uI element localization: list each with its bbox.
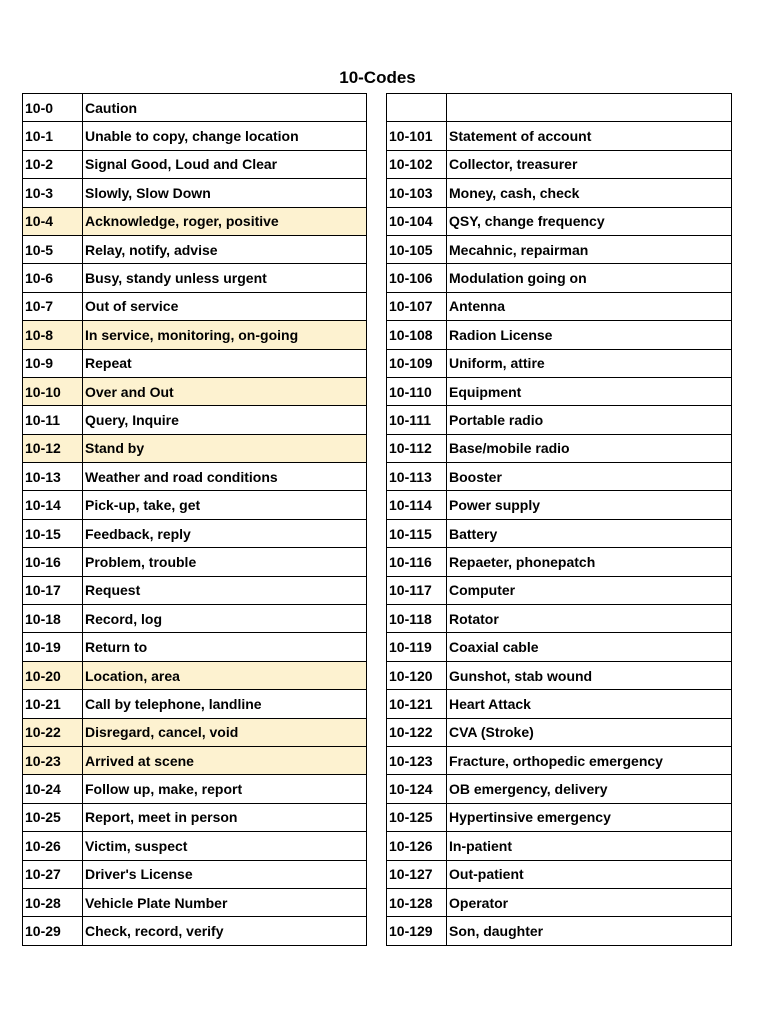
meaning-cell: Relay, notify, advise: [83, 235, 367, 263]
meaning-cell: Statement of account: [447, 122, 732, 150]
table-row: [387, 605, 732, 633]
code-cell: 10-101: [387, 122, 447, 150]
table-row: [23, 519, 367, 547]
meaning-cell: Son, daughter: [447, 917, 732, 945]
code-cell: 10-16: [23, 548, 83, 576]
code-cell: 10-20: [23, 661, 83, 689]
meaning-cell: Caution: [83, 94, 367, 122]
meaning-cell: Radion License: [447, 321, 732, 349]
table-row: [387, 661, 732, 689]
table-row: [387, 548, 732, 576]
code-cell: 10-1: [23, 122, 83, 150]
meaning-cell: Uniform, attire: [447, 349, 732, 377]
code-cell: 10-108: [387, 321, 447, 349]
table-row: [387, 235, 732, 263]
table-row: [23, 661, 367, 689]
table-row: [387, 434, 732, 462]
code-cell: 10-0: [23, 94, 83, 122]
meaning-cell: [447, 94, 732, 122]
table-row: [23, 349, 367, 377]
table-row: [387, 491, 732, 519]
meaning-cell: Mecahnic, repairman: [447, 235, 732, 263]
table-row: [23, 434, 367, 462]
meaning-cell: Busy, standy unless urgent: [83, 264, 367, 292]
code-cell: 10-121: [387, 690, 447, 718]
table-row: [387, 633, 732, 661]
meaning-cell: Rotator: [447, 605, 732, 633]
table-row: [23, 803, 367, 831]
table-row: [387, 519, 732, 547]
meaning-cell: Money, cash, check: [447, 179, 732, 207]
meaning-cell: Return to: [83, 633, 367, 661]
code-cell: 10-124: [387, 775, 447, 803]
table-row: [387, 264, 732, 292]
code-cell: 10-119: [387, 633, 447, 661]
meaning-cell: In-patient: [447, 832, 732, 860]
table-row: [23, 746, 367, 774]
table-row: [23, 491, 367, 519]
meaning-cell: Gunshot, stab wound: [447, 661, 732, 689]
code-cell: [387, 94, 447, 122]
code-cell: 10-107: [387, 292, 447, 320]
meaning-cell: Pick-up, take, get: [83, 491, 367, 519]
meaning-cell: Base/mobile radio: [447, 434, 732, 462]
code-cell: 10-18: [23, 605, 83, 633]
code-cell: 10-22: [23, 718, 83, 746]
code-cell: 10-21: [23, 690, 83, 718]
table-row: [23, 832, 367, 860]
code-cell: 10-27: [23, 860, 83, 888]
meaning-cell: Signal Good, Loud and Clear: [83, 150, 367, 178]
meaning-cell: Slowly, Slow Down: [83, 179, 367, 207]
code-cell: 10-123: [387, 746, 447, 774]
code-cell: 10-105: [387, 235, 447, 263]
table-row: [387, 377, 732, 405]
table-row: [387, 207, 732, 235]
code-cell: 10-103: [387, 179, 447, 207]
table-row: [387, 321, 732, 349]
table-row: [23, 406, 367, 434]
meaning-cell: Request: [83, 576, 367, 604]
meaning-cell: Query, Inquire: [83, 406, 367, 434]
table-row: [23, 690, 367, 718]
table-row: [23, 860, 367, 888]
table-row: [23, 377, 367, 405]
meaning-cell: Repaeter, phonepatch: [447, 548, 732, 576]
table-row: [387, 803, 732, 831]
meaning-cell: Feedback, reply: [83, 519, 367, 547]
table-row: [387, 463, 732, 491]
table-row: [387, 349, 732, 377]
code-cell: 10-26: [23, 832, 83, 860]
meaning-cell: Weather and road conditions: [83, 463, 367, 491]
table-row: [387, 917, 732, 945]
code-cell: 10-117: [387, 576, 447, 604]
table-row: [23, 122, 367, 150]
table-row: [387, 576, 732, 604]
code-cell: 10-118: [387, 605, 447, 633]
code-cell: 10-128: [387, 888, 447, 916]
meaning-cell: Collector, treasurer: [447, 150, 732, 178]
table-row: [387, 122, 732, 150]
meaning-cell: Record, log: [83, 605, 367, 633]
code-cell: 10-127: [387, 860, 447, 888]
code-cell: 10-3: [23, 179, 83, 207]
code-cell: 10-23: [23, 746, 83, 774]
code-cell: 10-109: [387, 349, 447, 377]
meaning-cell: Power supply: [447, 491, 732, 519]
table-row: [23, 179, 367, 207]
table-row: [387, 832, 732, 860]
meaning-cell: Hypertinsive emergency: [447, 803, 732, 831]
table-row: [387, 746, 732, 774]
table-row: [387, 888, 732, 916]
meaning-cell: Unable to copy, change location: [83, 122, 367, 150]
table-row: [23, 150, 367, 178]
meaning-cell: Modulation going on: [447, 264, 732, 292]
code-cell: 10-2: [23, 150, 83, 178]
table-row: [387, 94, 732, 122]
code-cell: 10-14: [23, 491, 83, 519]
code-cell: 10-12: [23, 434, 83, 462]
code-cell: 10-6: [23, 264, 83, 292]
table-row: [23, 633, 367, 661]
meaning-cell: QSY, change frequency: [447, 207, 732, 235]
table-row: [23, 605, 367, 633]
meaning-cell: In service, monitoring, on-going: [83, 321, 367, 349]
table-row: [23, 321, 367, 349]
meaning-cell: Over and Out: [83, 377, 367, 405]
table-row: [387, 406, 732, 434]
table-row: [387, 860, 732, 888]
table-row: [387, 718, 732, 746]
code-cell: 10-19: [23, 633, 83, 661]
code-cell: 10-102: [387, 150, 447, 178]
code-cell: 10-11: [23, 406, 83, 434]
meaning-cell: Driver's License: [83, 860, 367, 888]
code-cell: 10-28: [23, 888, 83, 916]
code-cell: 10-110: [387, 377, 447, 405]
code-cell: 10-4: [23, 207, 83, 235]
table-row: [387, 179, 732, 207]
code-cell: 10-8: [23, 321, 83, 349]
code-cell: 10-29: [23, 917, 83, 945]
table-row: [23, 917, 367, 945]
code-cell: 10-17: [23, 576, 83, 604]
code-cell: 10-125: [387, 803, 447, 831]
meaning-cell: Vehicle Plate Number: [83, 888, 367, 916]
meaning-cell: Check, record, verify: [83, 917, 367, 945]
table-row: [23, 888, 367, 916]
meaning-cell: Out-patient: [447, 860, 732, 888]
table-row: [387, 292, 732, 320]
code-cell: 10-10: [23, 377, 83, 405]
code-cell: 10-106: [387, 264, 447, 292]
meaning-cell: Battery: [447, 519, 732, 547]
meaning-cell: Computer: [447, 576, 732, 604]
code-cell: 10-111: [387, 406, 447, 434]
meaning-cell: Portable radio: [447, 406, 732, 434]
table-row: [23, 548, 367, 576]
meaning-cell: Call by telephone, landline: [83, 690, 367, 718]
meaning-cell: Follow up, make, report: [83, 775, 367, 803]
code-cell: 10-126: [387, 832, 447, 860]
meaning-cell: CVA (Stroke): [447, 718, 732, 746]
meaning-cell: Operator: [447, 888, 732, 916]
code-cell: 10-113: [387, 463, 447, 491]
code-cell: 10-24: [23, 775, 83, 803]
meaning-cell: Acknowledge, roger, positive: [83, 207, 367, 235]
table-row: [23, 463, 367, 491]
code-cell: 10-104: [387, 207, 447, 235]
table-row: [23, 264, 367, 292]
meaning-cell: Disregard, cancel, void: [83, 718, 367, 746]
meaning-cell: Victim, suspect: [83, 832, 367, 860]
codes-table-right: [386, 93, 732, 946]
table-row: [23, 576, 367, 604]
meaning-cell: Report, meet in person: [83, 803, 367, 831]
code-cell: 10-129: [387, 917, 447, 945]
meaning-cell: Antenna: [447, 292, 732, 320]
table-row: [23, 207, 367, 235]
table-row: [387, 690, 732, 718]
meaning-cell: Heart Attack: [447, 690, 732, 718]
meaning-cell: Equipment: [447, 377, 732, 405]
table-row: [23, 292, 367, 320]
meaning-cell: Arrived at scene: [83, 746, 367, 774]
table-row: [23, 718, 367, 746]
meaning-cell: Coaxial cable: [447, 633, 732, 661]
meaning-cell: Repeat: [83, 349, 367, 377]
table-row: [387, 775, 732, 803]
code-cell: 10-9: [23, 349, 83, 377]
code-cell: 10-120: [387, 661, 447, 689]
meaning-cell: Out of service: [83, 292, 367, 320]
page-title: 10-Codes: [339, 68, 416, 87]
code-cell: 10-115: [387, 519, 447, 547]
code-cell: 10-116: [387, 548, 447, 576]
code-cell: 10-15: [23, 519, 83, 547]
code-cell: 10-122: [387, 718, 447, 746]
code-cell: 10-25: [23, 803, 83, 831]
code-cell: 10-114: [387, 491, 447, 519]
table-row: [387, 150, 732, 178]
meaning-cell: OB emergency, delivery: [447, 775, 732, 803]
meaning-cell: Problem, trouble: [83, 548, 367, 576]
table-row: [23, 235, 367, 263]
meaning-cell: Stand by: [83, 434, 367, 462]
code-cell: 10-5: [23, 235, 83, 263]
code-cell: 10-13: [23, 463, 83, 491]
meaning-cell: Booster: [447, 463, 732, 491]
table-row: [23, 94, 367, 122]
code-cell: 10-7: [23, 292, 83, 320]
code-cell: 10-112: [387, 434, 447, 462]
table-row: [23, 775, 367, 803]
codes-table-left: [22, 93, 367, 946]
meaning-cell: Fracture, orthopedic emergency: [447, 746, 732, 774]
meaning-cell: Location, area: [83, 661, 367, 689]
